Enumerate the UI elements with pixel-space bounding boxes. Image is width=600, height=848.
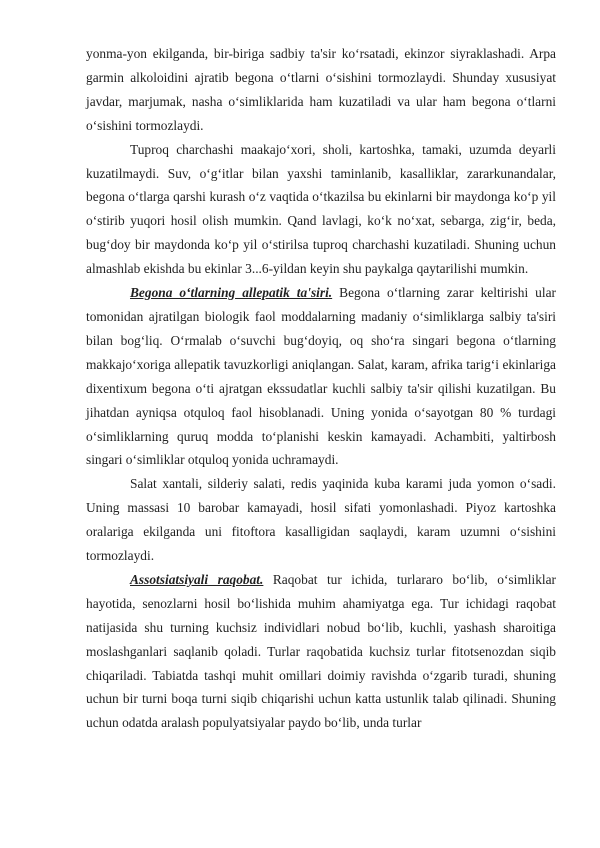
paragraph-2 (86, 138, 556, 281)
paragraph-5 (86, 568, 556, 735)
paragraph-text: Tuproq charchashi maakajo‘xori, sholi, kartoshka, tamaki, uzumda deyarli kuzatilmaydi. Suv, o‘g‘itlar bilan yaxshi taminlanib, kasalliklar, zararkunandalar, begona o‘tlarga qarshi kurash o‘z vaqtida o‘tkazilsa bu ekinlarni bir maydonga ko‘p yil o‘stirib yuqori hosil olish mumkin. Qand lavlagi, ko‘k no‘xat, sebarga, zig‘ir, beda, bug‘doy bir maydonda ko‘p yil o‘stirilsa tuproq charchashi kuzatiladi. Shuning uchun almashlab ekishda bu ekinlar 3...6-yildan keyin shu paykalga qaytarilishi mumkin. (86, 141, 556, 277)
document-body (86, 42, 556, 735)
paragraph-3 (86, 281, 556, 472)
paragraph-text: Begona o‘tlarning zarar keltirishi ular tomonidan ajratilgan biologik faol moddalarning madaniy o‘simliklarga salbiy ta'siri bilan bog‘liq. O‘rmalab o‘suvchi bug‘doyiq, oq sho‘ra singari begona o‘tlarning makkajo‘xoriga allepatik tavuzkorligi aniqlangan. Salat, karam, afrika tarig‘i ekinlariga dixentixum begona o‘ti ajratgan ekssudatlar kuchli salbiy ta'sir qilishi kuzatilgan. Bu jihatdan ayniqsa otquloq faol hisoblanadi. Uning yonida o‘sayotgan 80 % turdagi o‘simliklarning quruq modda to‘planishi keskin kamayadi. Achambiti, yaltirbosh singari o‘simliklar otquloq yonida uchramaydi. (86, 285, 556, 468)
paragraph-4 (86, 472, 556, 568)
paragraph-text: Raqobat tur ichida, turlararo bo‘lib, o‘simliklar hayotida, senozlarni hosil bo‘lishida muhim ahamiyatga ega. Tur ichidagi raqobat natijasida shu turning kuchsiz individlari nobud bo‘lib, kuchli, yashash sharoitiga moslashganlari saqlanib qoladi. Turlar raqobatida kuchsiz turlar fitotsenozdan siqib chiqariladi. Tabiatda tashqi muhit omillari doimiy ravishda o‘zgarib turadi, shuning uchun bir turni boqa turni siqib chiqarishi uchun katta ustunlik talab qilinadi. Shuning uchun odatda aralash populyatsiyalar paydo bo‘lib, unda turlar (86, 571, 557, 731)
paragraph-text: yonma-yon ekilganda, bir-biriga sadbiy ta'sir ko‘rsatadi, ekinzor siyraklashadi. Arpa garmin alkoloidini ajratib begona o‘tlarni o‘sishini tormozlaydi. Shunday xususiyat javdar, marjumak, nasha o‘simliklarida ham kuzatiladi va ular ham begona o‘tlarni o‘sishini tormozlaydi. (86, 46, 556, 133)
section-heading-allelopathy: Begona o‘tlarning allepatik ta'siri. (130, 285, 333, 301)
section-heading-competition: Assotsiatsiyali raqobat. (130, 571, 264, 587)
paragraph-1 (86, 42, 556, 138)
paragraph-text: Salat xantali, silderiy salati, redis yaqinida kuba karami juda yomon o‘sadi. Uning massasi 10 barobar kamayadi, hosil sifati yomonlashadi. Piyoz kartoshka oralariga ekilganda uni fitoftora kasalligidan saqlaydi, karam uzumni o‘sishini tormozlaydi. (86, 476, 556, 564)
